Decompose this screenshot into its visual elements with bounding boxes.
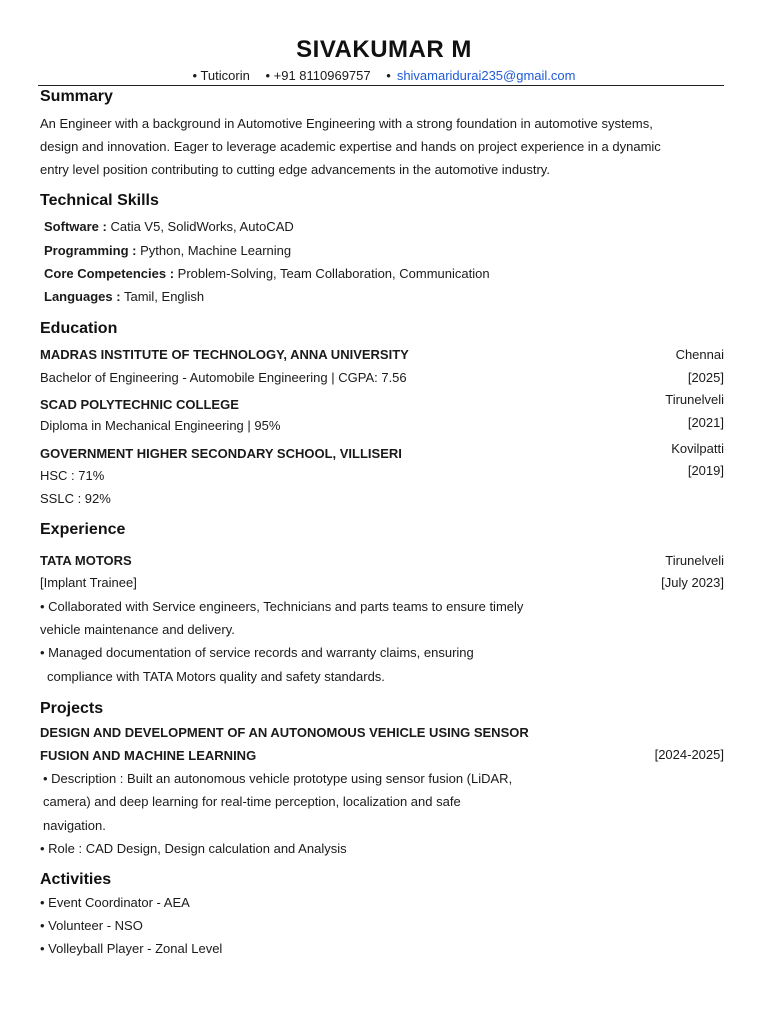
activity-item: • Event Coordinator - AEA [40, 895, 190, 910]
education-heading: Education [40, 320, 118, 337]
experience-heading: Experience [40, 521, 126, 538]
phone: • +91 8110969757 [265, 68, 371, 83]
email-bullet: • [386, 68, 391, 83]
skill-value: Catia V5, SolidWorks, AutoCAD [110, 219, 294, 234]
project-bullet: camera) and deep learning for real-time perception, localization and safe [43, 794, 461, 809]
degree-detail: SSLC : 92% [40, 491, 111, 506]
experience-bullet: • Collaborated with Service engineers, Technicians and parts teams to ensure timely [40, 599, 524, 614]
institution-place: Kovilpatti [671, 441, 724, 456]
skill-label: Software : [44, 219, 107, 234]
education-year: [2019] [687, 463, 724, 478]
skill-row-programming [44, 243, 291, 258]
institution-name: GOVERNMENT HIGHER SECONDARY SCHOOL, VILLISERI [40, 446, 402, 461]
degree-detail: Bachelor of Engineering - Automobile Engineering | CGPA: 7.56 [40, 370, 407, 385]
candidate-name: SIVAKUMAR M [296, 36, 472, 63]
project-title: FUSION AND MACHINE LEARNING [40, 748, 257, 763]
skill-row-languages [44, 289, 204, 304]
degree-detail: Diploma in Mechanical Engineering | 95% [40, 418, 281, 433]
skill-value: Tamil, English [123, 289, 205, 304]
job-role: [Implant Trainee] [40, 575, 137, 590]
institution-name: MADRAS INSTITUTE OF TECHNOLOGY, ANNA UNIVERSITY [40, 347, 409, 362]
contact-line [0, 68, 768, 83]
summary-line: An Engineer with a background in Automotive Engineering with a strong foundation in automotive systems, [40, 116, 653, 131]
skill-label: Languages : [44, 289, 121, 304]
summary-line: design and innovation. Eager to leverage academic expertise and hands on project experience in a dynamic [40, 139, 661, 154]
location: • Tuticorin [192, 68, 250, 83]
summary-line: entry level position contributing to cutting edge advancements in the automotive industry. [40, 162, 550, 177]
skill-value: Problem-Solving, Team Collaboration, Communication [177, 266, 490, 281]
experience-date: [July 2023] [661, 575, 724, 590]
institution-name: SCAD POLYTECHNIC COLLEGE [40, 397, 239, 412]
activity-item: • Volleyball Player - Zonal Level [40, 941, 223, 956]
skill-value: Python, Machine Learning [140, 243, 292, 258]
experience-bullet: • Managed documentation of service records and warranty claims, ensuring [40, 645, 474, 660]
project-title: DESIGN AND DEVELOPMENT OF AN AUTONOMOUS VEHICLE USING SENSOR [40, 725, 529, 740]
project-bullet: • Role : CAD Design, Design calculation and Analysis [40, 841, 347, 856]
project-date: [2024-2025] [654, 747, 724, 762]
degree-detail: HSC : 71% [40, 468, 105, 483]
header-divider [38, 85, 724, 86]
projects-heading: Projects [40, 700, 104, 717]
education-year: [2025] [687, 370, 724, 385]
company-name: TATA MOTORS [40, 553, 132, 568]
activity-item: • Volunteer - NSO [40, 918, 143, 933]
activities-heading: Activities [40, 871, 112, 888]
institution-place: Chennai [675, 347, 724, 362]
skill-row-core-competencies [44, 266, 490, 281]
skill-row-software [44, 219, 294, 234]
experience-bullet: vehicle maintenance and delivery. [40, 622, 235, 637]
summary-heading: Summary [40, 88, 113, 105]
experience-bullet: compliance with TATA Motors quality and safety standards. [47, 669, 385, 684]
experience-place: Tirunelveli [665, 553, 724, 568]
institution-place: Tirunelveli [665, 392, 724, 407]
email-link[interactable]: shivamaridurai235@gmail.com [396, 68, 576, 83]
skill-label: Core Competencies : [44, 266, 175, 281]
project-bullet: navigation. [43, 818, 106, 833]
project-bullet: • Description : Built an autonomous vehicle prototype using sensor fusion (LiDAR, [43, 771, 513, 786]
skill-label: Programming : [44, 243, 137, 258]
education-year: [2021] [687, 415, 724, 430]
skills-heading: Technical Skills [40, 192, 159, 209]
